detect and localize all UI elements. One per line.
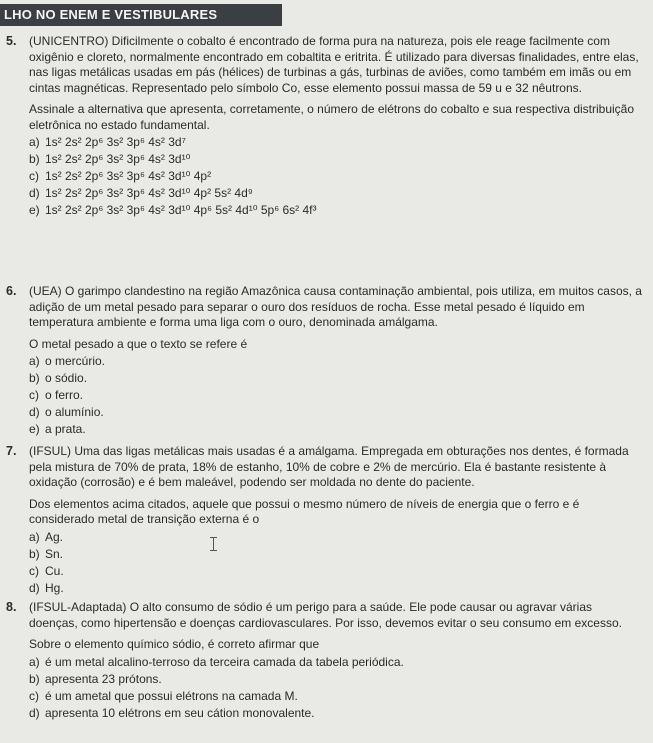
alternative-text: 1s² 2s² 2p⁶ 3s² 3p⁶ 4s² 3d⁷ <box>45 135 186 149</box>
alternative-text: 1s² 2s² 2p⁶ 3s² 3p⁶ 4s² 3d¹⁰ 4p² <box>45 169 212 183</box>
alternative-letter: c) <box>29 169 39 183</box>
alternative-d[interactable] <box>29 186 643 203</box>
alternative-letter: b) <box>29 546 40 561</box>
alternative-a[interactable] <box>29 135 643 152</box>
text-cursor-icon <box>213 537 215 551</box>
alternative-b[interactable] <box>29 547 643 564</box>
question-6 <box>6 284 643 439</box>
alternative-text: o alumínio. <box>45 405 104 419</box>
question-8 <box>6 600 643 723</box>
alternative-text: é um metal alcalino-terroso da terceira camada da tabela periódica. <box>45 654 404 669</box>
alternative-c[interactable] <box>29 169 643 186</box>
alternative-text: 1s² 2s² 2p⁶ 3s² 3p⁶ 4s² 3d¹⁰ 4p⁶ 5s² 4d¹⁰ 5p⁶ 6s² 4f³ <box>45 203 317 217</box>
alternative-text: apresenta 23 prótons. <box>45 671 162 686</box>
question-stem: Assinale a alternativa que apresenta, corretamente, o número de elétrons do cobalto e sua respectiva distribuição eletrônica no estado fundamental. <box>29 102 635 132</box>
alternatives-list <box>29 135 643 220</box>
alternative-d[interactable] <box>29 405 643 422</box>
alternative-text: o ferro. <box>45 388 84 402</box>
alternative-text: 1s² 2s² 2p⁶ 3s² 3p⁶ 4s² 3d¹⁰ 4p² 5s² 4d⁹ <box>45 186 253 200</box>
alternative-letter: c) <box>29 688 39 703</box>
question-5 <box>6 34 643 220</box>
question-number: 7. <box>6 444 17 458</box>
question-stem: Dos elementos acima citados, aquele que possui o mesmo número de níveis de energia que o ferro e é considerado metal de transição externa é o <box>29 496 580 526</box>
alternative-letter: d) <box>29 580 40 595</box>
alternative-d[interactable] <box>29 706 643 723</box>
alternative-a[interactable] <box>29 655 643 672</box>
alternative-c[interactable] <box>29 564 643 581</box>
alternatives-list <box>29 530 643 598</box>
alternatives-list <box>29 655 643 723</box>
question-text: (IFSUL) Uma das ligas metálicas mais usadas é a amálgama. Empregada em obturações nos dentes, é formada pela mistura de 70% de prata, 18% de estanho, 10% de cobre e 2% de mercúrio. Ela é bastante resistente à oxidação (corrosão) e é bem maleável, podendo ser moldada no dente do paciente. <box>29 444 629 489</box>
alternative-b[interactable] <box>29 672 643 689</box>
alternative-letter: d) <box>29 186 40 200</box>
alternative-letter: c) <box>29 388 39 402</box>
question-7 <box>6 444 643 598</box>
alternative-letter: d) <box>29 705 40 720</box>
alternative-letter: b) <box>29 152 40 166</box>
alternative-a[interactable] <box>29 354 643 371</box>
alternative-letter: e) <box>29 203 40 217</box>
alternative-text: apresenta 10 elétrons em seu cátion monovalente. <box>45 705 315 720</box>
alternative-letter: c) <box>29 563 39 578</box>
alternative-letter: a) <box>29 654 40 669</box>
alternative-text: a prata. <box>45 422 86 436</box>
question-text: (UEA) O garimpo clandestino na região Amazônica causa contaminação ambiental, pois utiliza, em muitos casos, a adição de um metal pesado para separar o ouro dos resíduos de rocha. Esse metal pesado é líquido em temperatura ambiente e forma uma liga com o ouro, denominada amálgama. <box>29 284 642 329</box>
question-number: 8. <box>6 600 17 614</box>
alternative-letter: d) <box>29 405 40 419</box>
question-text: (UNICENTRO) Dificilmente o cobalto é encontrado de forma pura na natureza, pois ele reage facilmente com oxigênio e cloreto, normalmente encontrado em cobaltita e eritrita. É utilizado para diversas finalidades, entre elas, nas ligas metálicas usadas em pás (hélices) de turbinas a gás, turbinas de aviões, como também em imãs ou em cintas magnéticas. Representado pelo símbolo Co, esse elemento possui massa de 59 u e 32 nêutrons. <box>29 34 639 95</box>
question-stem: Sobre o elemento químico sódio, é correto afirmar que <box>29 637 320 651</box>
alternative-b[interactable] <box>29 152 643 169</box>
alternative-a[interactable] <box>29 530 643 547</box>
alternative-d[interactable] <box>29 581 643 598</box>
alternative-e[interactable] <box>29 203 643 220</box>
alternative-text: é um ametal que possui elétrons na camada M. <box>45 688 298 703</box>
alternative-letter: e) <box>29 422 40 436</box>
alternative-text: o mercúrio. <box>45 354 106 368</box>
alternative-e[interactable] <box>29 422 643 439</box>
alternative-text: Sn. <box>45 546 64 561</box>
alternative-text: Ag. <box>45 529 64 544</box>
question-number: 5. <box>6 34 17 48</box>
alternatives-list <box>29 354 643 439</box>
alternative-letter: a) <box>29 354 40 368</box>
alternative-c[interactable] <box>29 689 643 706</box>
question-text: (IFSUL-Adaptada) O alto consumo de sódio é um perigo para a saúde. Ele pode causar ou agravar várias doenças, como hipertensão e doenças cardiovasculares. Por isso, devemos evitar o seu consumo em excesso. <box>29 600 622 630</box>
alternative-letter: a) <box>29 529 40 544</box>
question-stem: O metal pesado a que o texto se refere é <box>29 336 248 351</box>
alternative-b[interactable] <box>29 371 643 388</box>
alternative-text: o sódio. <box>45 371 88 385</box>
section-title: LHO NO ENEM E VESTIBULARES <box>4 7 218 22</box>
section-banner <box>0 4 282 26</box>
alternative-letter: b) <box>29 371 40 385</box>
question-number: 6. <box>6 284 17 298</box>
alternative-letter: a) <box>29 135 40 149</box>
alternative-letter: b) <box>29 671 40 686</box>
alternative-text: Cu. <box>45 563 64 578</box>
alternative-c[interactable] <box>29 388 643 405</box>
alternative-text: 1s² 2s² 2p⁶ 3s² 3p⁶ 4s² 3d¹⁰ <box>45 152 191 166</box>
alternative-text: Hg. <box>45 580 64 595</box>
